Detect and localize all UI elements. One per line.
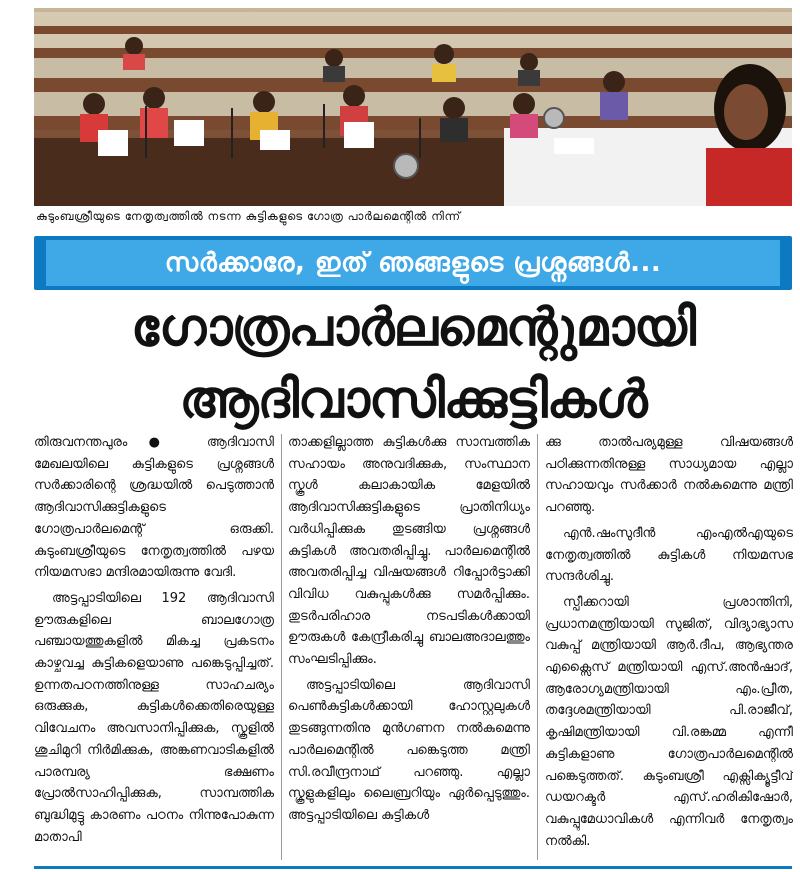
paragraph: എൻ.ഷംസുദീൻ എംഎൽഎയുടെ നേതൃത്വത്തിൽ കുട്ടികൾ നിയമസഭ സന്ദർശിച്ചു.: [545, 525, 793, 585]
bottom-rule: [34, 866, 792, 869]
headline-line-1: ഗോത്രപാർലമെന്റുമായി: [131, 297, 695, 358]
paragraph: അട്ടപ്പാടിയിലെ 192 ആദിവാസി ഊരുകളിലെ ബാലഗോത്ര പഞ്ചായത്തുകളിൽ മികച്ച പ്രകടനം കാഴ്ചവച്ച കുട്ടികളെയാണു പങ്കെടുപ്പിച്ചത്. ഉന്നതപഠനത്തിനുള്ള സാഹചര്യം ഒരുക്കുക, കുട്ടികൾക്കെതിരെയുള്ള വിവേചനം അവസാനിപ്പിക്കുക, സ്കൂളിൽ ശുചിമുറി നിർമിക്കുക, അങ്കണവാടികളിൽ പാരമ്പര്യ ഭക്ഷണം പ്രോൽസാഹിപ്പിക്കുക, സാമ്പത്തിക ബുദ്ധിമുട്ടു കാരണം പഠനം നിന്നുപോകുന്ന മാതാപി: [34, 590, 274, 845]
photo-caption: കുടുംബശ്രീയുടെ നേതൃത്വത്തിൽ നടന്ന കുട്ടികളുടെ ഗോത്ര പാർലമെന്റിൽ നിന്ന്: [36, 209, 461, 223]
paragraph: അട്ടപ്പാടിയിലെ ആദിവാസി പെൺകുട്ടികൾക്കായി ഹോസ്റ്റലുകൾ തുടങ്ങുന്നതിനു മുൻഗണന നൽകുമെന്നു പാർലമെന്റിൽ പങ്കെടുത്ത മന്ത്രി സി.രവീന്ദ്രനാഥ് പറഞ്ഞു. എല്ലാ സ്കൂളുകളിലും ലൈബ്രറിയും ഏർപ്പെടുത്തും. അട്ടപ്പാടിയിലെ കുട്ടികൾ: [288, 677, 530, 823]
column-divider: [281, 434, 282, 860]
kicker-banner-inner: [46, 240, 780, 286]
kicker-banner: [34, 236, 792, 290]
paragraph: ക്കു താൽപര്യമുള്ള വിഷയങ്ങൾ പഠിക്കുന്നതിനുള്ള സാധ്യമായ എല്ലാ സഹായവും സർക്കാർ നൽകുമെന്നു മന്ത്രി പറഞ്ഞു.: [545, 435, 793, 516]
article-column-1: [34, 432, 274, 864]
headline-line-2: ആദിവാസിക്കുട്ടികൾ: [179, 369, 647, 430]
column-divider: [537, 434, 538, 860]
article-column-3: [545, 432, 793, 864]
news-photo: [34, 8, 792, 206]
paragraph: തിരുവനന്തപുരം● ആദിവാസി മേഖലയിലെ കുട്ടികളുടെ പ്രശ്നങ്ങൾ സർക്കാരിന്റെ ശ്രദ്ധയിൽ പെടുത്താൻ ആദിവാസിക്കുട്ടികളുടെ ഗോത്രപാർലമെന്റ് ഒരുക്കി. കുടുംബശ്രീയുടെ നേതൃത്വത്തിൽ പഴയ നിയമസഭാ മന്ദിരമായിരുന്നു വേദി.: [34, 435, 274, 581]
paragraph: താക്കളില്ലാത്ത കുട്ടികൾക്കു സാമ്പത്തിക സഹായം അനുവദിക്കുക, സംസ്ഥാന സ്കൂൾ കലാകായിക മേളയിൽ ആദിവാസിക്കുട്ടികളുടെ പ്രാതിനിധ്യം വർധിപ്പിക്കുക തുടങ്ങിയ പ്രശ്നങ്ങൾ കുട്ടികൾ അവതരിപ്പിച്ചു. പാർലമെന്റിൽ അവതരിപ്പിച്ച വിഷയങ്ങൾ റിപ്പോർട്ടാക്കി വിവിധ വകുപ്പുകൾക്കു സമർപ്പിക്കും. തുടർപരിഹാര നടപടികൾക്കായി ഊരുകൾ കേന്ദ്രീകരിച്ചു ബാലഅദാലത്തും സംഘടിപ്പിക്കും.: [288, 435, 530, 668]
kicker-text: സർക്കാരേ, ഇത് ഞങ്ങളുടെ പ്രശ്നങ്ങൾ...: [164, 247, 662, 278]
paragraph: സ്പീക്കറായി പ്രശാന്തിനി, പ്രധാനമന്ത്രിയായി സുജിത്, വിദ്യാഭ്യാസ വകുപ്പ് മന്ത്രിയായി ആർ.ദീപ, ആഭ്യന്തര എക്സൈസ് മന്ത്രിയായി എസ്.അൻഷാദ്, ആരോഗ്യമന്ത്രിയായി എം.പ്രീത, തദ്ദേശമന്ത്രിയായി പി.രാജീവ്, കൃഷിമന്ത്രിയായി വി.രങ്കമ്മ എന്നീ കുട്ടികളാണു ഗോത്രപാർലമെന്റിൽ പങ്കെടുത്തത്. കുടുംബശ്രീ എക്സിക്യൂട്ടീവ് ഡയറക്ടർ എസ്.ഹരികിഷോർ, വകുപ്പുമേധാവികൾ എന്നിവർ നേതൃത്വം നൽകി.: [545, 594, 793, 849]
article-column-2: [288, 432, 530, 864]
legislative-chamber-photo: [34, 8, 792, 206]
